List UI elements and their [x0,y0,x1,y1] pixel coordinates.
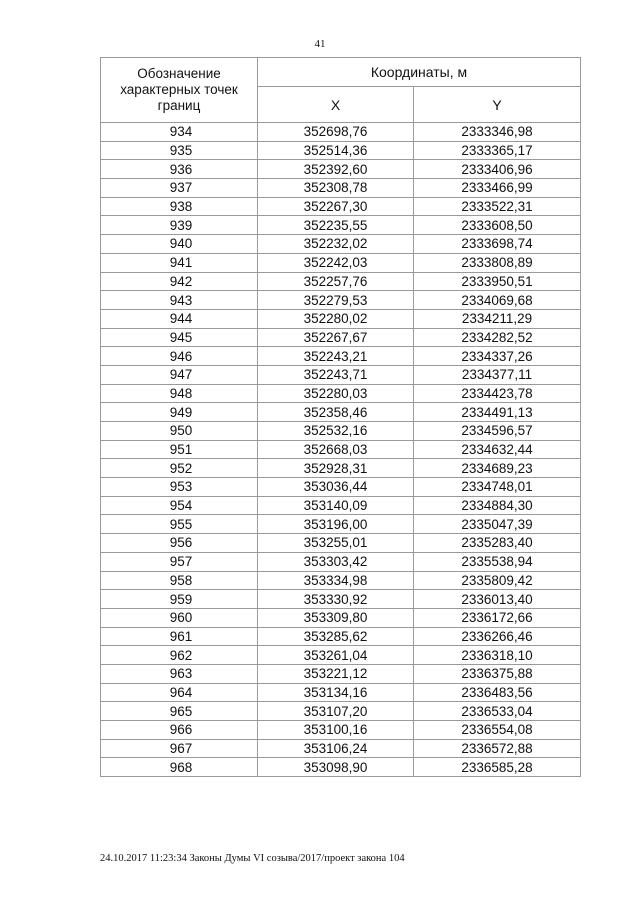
table-body [101,123,581,777]
table-header [101,58,581,123]
y-coordinate-cell: 2333808,89 [414,253,581,272]
point-cell: 958 [101,571,258,590]
y-coordinate-cell: 2334282,52 [414,328,581,347]
x-coordinate-cell: 353107,20 [258,702,414,721]
y-coordinate-cell: 2335809,42 [414,571,581,590]
table-row [101,160,581,179]
y-coordinate-cell: 2336483,56 [414,683,581,702]
table-row [101,253,581,272]
y-coordinate-cell: 2335283,40 [414,534,581,553]
point-cell: 963 [101,664,258,683]
point-cell: 935 [101,141,258,160]
y-coordinate-cell: 2334491,13 [414,403,581,422]
x-coordinate-cell: 352698,76 [258,123,414,142]
y-coordinate-cell: 2334069,68 [414,291,581,310]
table-row [101,534,581,553]
x-coordinate-cell: 352232,02 [258,235,414,254]
point-cell: 961 [101,627,258,646]
x-coordinate-cell: 352668,03 [258,440,414,459]
y-coordinate-cell: 2336554,08 [414,721,581,740]
table-row [101,216,581,235]
point-cell: 955 [101,515,258,534]
table-row [101,141,581,160]
header-y: Y [414,87,581,123]
point-cell: 947 [101,365,258,384]
x-coordinate-cell: 352257,76 [258,272,414,291]
point-cell: 954 [101,496,258,515]
x-coordinate-cell: 353303,42 [258,552,414,571]
point-cell: 952 [101,459,258,478]
point-cell: 962 [101,646,258,665]
point-cell: 951 [101,440,258,459]
y-coordinate-cell: 2333346,98 [414,123,581,142]
y-coordinate-cell: 2333950,51 [414,272,581,291]
y-coordinate-cell: 2336585,28 [414,758,581,777]
header-point-line3: границ [157,98,201,113]
table-row [101,590,581,609]
y-coordinate-cell: 2334632,44 [414,440,581,459]
x-coordinate-cell: 353309,80 [258,608,414,627]
x-coordinate-cell: 352532,16 [258,422,414,441]
table-row [101,179,581,198]
point-cell: 950 [101,422,258,441]
point-cell: 960 [101,608,258,627]
y-coordinate-cell: 2334377,11 [414,365,581,384]
y-coordinate-cell: 2334423,78 [414,384,581,403]
point-cell: 953 [101,478,258,497]
table-row [101,683,581,702]
table-row [101,123,581,142]
point-cell: 936 [101,160,258,179]
x-coordinate-cell: 352308,78 [258,179,414,198]
y-coordinate-cell: 2333406,96 [414,160,581,179]
x-coordinate-cell: 353106,24 [258,739,414,758]
point-cell: 942 [101,272,258,291]
x-coordinate-cell: 352392,60 [258,160,414,179]
table-row [101,365,581,384]
y-coordinate-cell: 2335047,39 [414,515,581,534]
y-coordinate-cell: 2336533,04 [414,702,581,721]
x-coordinate-cell: 353036,44 [258,478,414,497]
x-coordinate-cell: 352267,67 [258,328,414,347]
y-coordinate-cell: 2334596,57 [414,422,581,441]
footer-note: 24.10.2017 11:23:34 Законы Думы VI созыва/2017/проект закона 104 [100,853,405,864]
page-number: 41 [314,38,326,50]
y-coordinate-cell: 2336318,10 [414,646,581,665]
x-coordinate-cell: 352280,02 [258,309,414,328]
x-coordinate-cell: 352928,31 [258,459,414,478]
point-cell: 949 [101,403,258,422]
table-row [101,571,581,590]
table-row [101,496,581,515]
table-row [101,291,581,310]
point-cell: 944 [101,309,258,328]
table-row [101,646,581,665]
x-coordinate-cell: 352358,46 [258,403,414,422]
table-row [101,197,581,216]
x-coordinate-cell: 353330,92 [258,590,414,609]
point-cell: 957 [101,552,258,571]
x-coordinate-cell: 352267,30 [258,197,414,216]
y-coordinate-cell: 2333466,99 [414,179,581,198]
y-coordinate-cell: 2334748,01 [414,478,581,497]
x-coordinate-cell: 352235,55 [258,216,414,235]
y-coordinate-cell: 2336266,46 [414,627,581,646]
header-coordinates: Координаты, м [258,58,581,87]
table-row [101,235,581,254]
table-row [101,758,581,777]
table-row [101,272,581,291]
table-row [101,309,581,328]
table-row [101,459,581,478]
table-row [101,478,581,497]
point-cell: 939 [101,216,258,235]
point-cell: 956 [101,534,258,553]
y-coordinate-cell: 2336375,88 [414,664,581,683]
y-coordinate-cell: 2334211,29 [414,309,581,328]
point-cell: 945 [101,328,258,347]
x-coordinate-cell: 352280,03 [258,384,414,403]
table-row [101,721,581,740]
x-coordinate-cell: 353134,16 [258,683,414,702]
point-cell: 940 [101,235,258,254]
table-row [101,608,581,627]
point-cell: 934 [101,123,258,142]
y-coordinate-cell: 2336572,88 [414,739,581,758]
y-coordinate-cell: 2333365,17 [414,141,581,160]
y-coordinate-cell: 2334689,23 [414,459,581,478]
y-coordinate-cell: 2334337,26 [414,347,581,366]
table-row [101,347,581,366]
x-coordinate-cell: 353140,09 [258,496,414,515]
header-point-line1: Обозначение [137,66,221,81]
table-row [101,627,581,646]
x-coordinate-cell: 353255,01 [258,534,414,553]
point-cell: 937 [101,179,258,198]
table-row [101,552,581,571]
point-cell: 965 [101,702,258,721]
x-coordinate-cell: 353196,00 [258,515,414,534]
table-row [101,384,581,403]
x-coordinate-cell: 352279,53 [258,291,414,310]
x-coordinate-cell: 353261,04 [258,646,414,665]
header-point-line2: характерных точек [120,82,238,97]
point-cell: 941 [101,253,258,272]
point-cell: 967 [101,739,258,758]
header-x: X [258,87,414,123]
point-cell: 946 [101,347,258,366]
table-row [101,664,581,683]
coordinates-table [100,57,581,777]
point-cell: 938 [101,197,258,216]
y-coordinate-cell: 2334884,30 [414,496,581,515]
x-coordinate-cell: 352514,36 [258,141,414,160]
point-cell: 959 [101,590,258,609]
x-coordinate-cell: 353098,90 [258,758,414,777]
table-row [101,440,581,459]
table-row [101,403,581,422]
y-coordinate-cell: 2335538,94 [414,552,581,571]
x-coordinate-cell: 353285,62 [258,627,414,646]
x-coordinate-cell: 352242,03 [258,253,414,272]
table-row [101,739,581,758]
header-point-designation [101,58,258,123]
y-coordinate-cell: 2336013,40 [414,590,581,609]
table-row [101,328,581,347]
point-cell: 968 [101,758,258,777]
table-row [101,515,581,534]
y-coordinate-cell: 2333608,50 [414,216,581,235]
y-coordinate-cell: 2336172,66 [414,608,581,627]
y-coordinate-cell: 2333522,31 [414,197,581,216]
point-cell: 964 [101,683,258,702]
point-cell: 948 [101,384,258,403]
y-coordinate-cell: 2333698,74 [414,235,581,254]
point-cell: 943 [101,291,258,310]
x-coordinate-cell: 353334,98 [258,571,414,590]
x-coordinate-cell: 353221,12 [258,664,414,683]
x-coordinate-cell: 352243,21 [258,347,414,366]
table-row [101,422,581,441]
x-coordinate-cell: 352243,71 [258,365,414,384]
point-cell: 966 [101,721,258,740]
table-row [101,702,581,721]
x-coordinate-cell: 353100,16 [258,721,414,740]
